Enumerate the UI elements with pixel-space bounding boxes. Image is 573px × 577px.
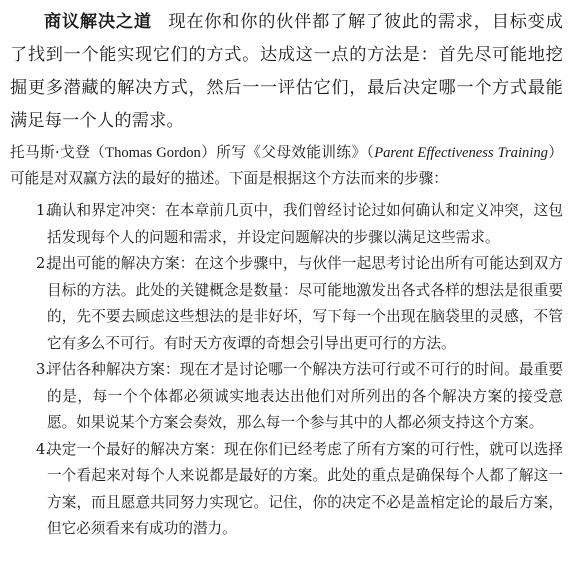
attribution-before: 托马斯·戈登（ xyxy=(10,144,106,161)
step-item xyxy=(10,357,563,437)
attribution-after: ）可能是对双赢方法的最好的描述。下面是根据这个方法而来的步骤： xyxy=(10,144,564,187)
step-item xyxy=(10,251,563,357)
attribution-middle: ）所写《父母效能训练》（ xyxy=(200,144,375,161)
intro-text: 现在你和你的伙伴都了解了彼此的需求，目标变成了找到一个能实现它们的方式。达成这一点的方法是：首先尽可能地挖掘更多潜藏的解决方式，然后一一评估它们，最后决定哪一个方式最能满足每一个人的需求。 xyxy=(10,12,564,131)
step-term: 确认和界定冲突： xyxy=(47,202,165,219)
step-text: 在这个步骤中，与伙伴一起思考讨论出所有可能达到双方目标的方法。此处的关键概念是数量：尽可能地激发出各式各样的想法是很重要的，先不要去顾虑这些想法的是非好坏，写下每一个出现在脑袋里的灵感，不管它有多么不可行。有时天方夜谭的奇想会引导出更可行的方法。 xyxy=(47,255,563,352)
section-heading: 商议解决之道 xyxy=(44,12,152,32)
step-text: 现在才是讨论哪一个解决方法可行或不可行的时间。最重要的是，每一个个体都必须诚实地表达出他们对所列出的各个解决方案的接受意愿。如果说某个方案会奏效，那么每一个参与其中的人都必须支持这个方案。 xyxy=(47,361,563,431)
step-number: 3. xyxy=(36,361,50,378)
book-title-english: Parent Effectiveness Training xyxy=(374,145,548,161)
intro-paragraph xyxy=(10,6,563,138)
step-term: 决定一个最好的解决方案： xyxy=(47,440,224,458)
step-term: 提出可能的解决方案： xyxy=(47,255,195,272)
step-item xyxy=(10,437,563,543)
step-number: 4. xyxy=(36,440,50,458)
attribution-paragraph xyxy=(10,140,563,192)
step-text: 在本章前几页中，我们曾经讨论过如何确认和定义冲突，这包括发现每个人的问题和需求，并设定问题解决的步骤以满足这些需求。 xyxy=(47,202,563,246)
step-text: 现在你们已经考虑了所有方案的可行性，就可以选择一个看起来对每个人来说都是最好的方案。此处的重点是确保每个人都了解这一方案，而且愿意共同努力实现它。记住，你的决定不必是盖棺定论的最后方案，但它必须看来有成功的潜力。 xyxy=(47,440,563,537)
steps-list xyxy=(10,198,563,543)
step-number: 1. xyxy=(36,202,50,219)
step-term: 评估各种解决方案： xyxy=(47,361,180,378)
step-item xyxy=(10,198,563,251)
author-name: Thomas Gordon xyxy=(105,145,201,161)
step-number: 2. xyxy=(36,255,50,272)
